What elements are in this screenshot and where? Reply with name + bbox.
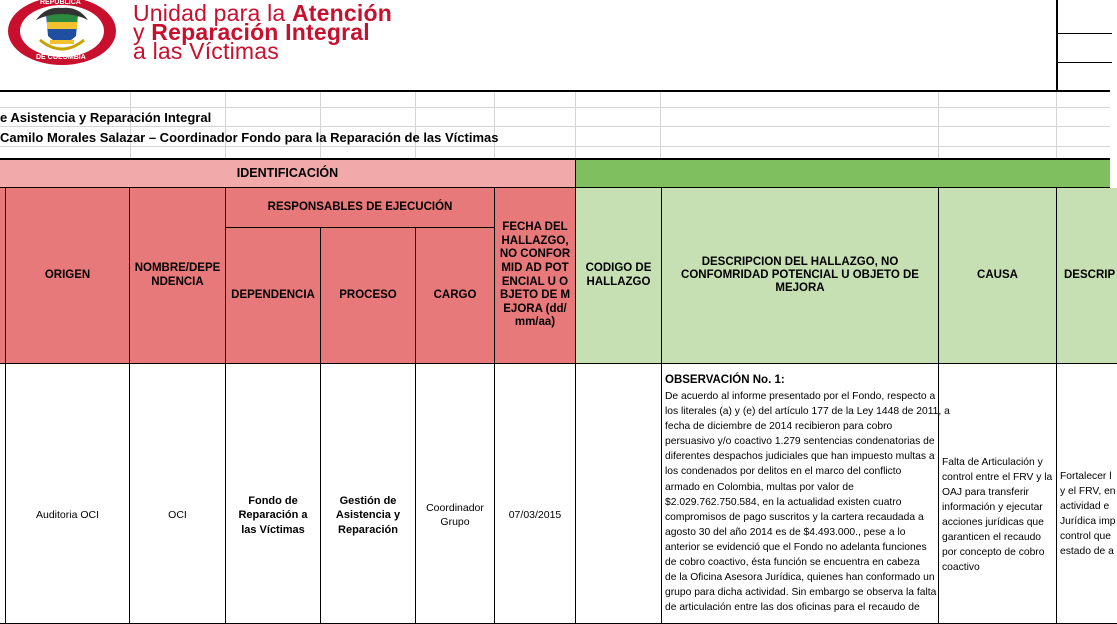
causa-line: OAJ para transferir <box>942 487 1029 498</box>
header-right-line-2 <box>1058 62 1112 63</box>
col-proceso <box>321 228 416 364</box>
col-responsables-label: RESPONSABLES DE EJECUCIÓN <box>267 200 453 213</box>
descripcion-line: armado en Colombia, multas por valor de <box>665 481 854 493</box>
causa-line: garanticen el recaudo <box>942 532 1042 543</box>
col-codigo-label: CODIGO DE HALLAZGO <box>585 262 652 288</box>
descripcion-line: diferentes despachos judiciales que han impuesto multas a <box>665 451 935 463</box>
col-causa-label: CAUSA <box>977 268 1018 281</box>
cell-cargo[interactable] <box>416 364 495 624</box>
col-fecha-label: FECHA DEL HALLAZGO, NO CONFORMID AD POTENCIAL U OBJETO DE MEJORA (dd/mm/aa) <box>499 221 571 329</box>
col-nombre-dependencia-label: NOMBRE/DEPE NDENCIA <box>134 262 221 288</box>
cell-dependencia-text: Fondo de Reparación a las Víctimas <box>238 495 308 536</box>
cell-fecha-text: 07/03/2015 <box>508 508 562 521</box>
cell-proceso[interactable] <box>321 364 416 624</box>
cell-proceso-text: Gestión de Asistencia y Reparación <box>335 495 401 536</box>
descripcion-line: De acuerdo al informe presentado por el Fondo, respecto a <box>665 390 936 402</box>
section-identificacion <box>0 158 576 188</box>
causa-line: control entre el FRV y la <box>942 472 1053 483</box>
col-responsables <box>226 188 495 228</box>
col-nombre-dependencia <box>130 188 226 364</box>
descripcion-line: agosto 30 del año 2014 es de $4.493.000., pese a lo <box>665 526 906 538</box>
descripcion-text <box>665 389 950 615</box>
col-codigo <box>576 188 662 364</box>
causa-line: acciones jurídicas que <box>942 517 1044 528</box>
seal-bottom-text: DE COLOMBIA <box>36 54 86 61</box>
col-proceso-label: PROCESO <box>339 288 397 301</box>
descripcion-line: los literales (a) y (e) del artículo 177 de la Ley 1448 de 2011, a <box>665 406 950 418</box>
header-right-line-1 <box>1058 33 1112 34</box>
header-banner <box>0 0 1110 92</box>
causa-text <box>942 455 1056 575</box>
col-fecha <box>495 188 576 364</box>
cell-origen-text: Auditoria OCI <box>35 508 100 521</box>
seal-top-text: REPÚBLICA <box>40 0 81 6</box>
col-descrip-cut <box>1057 188 1117 364</box>
col-descripcion-label: DESCRIPCION DEL HALLAZGO, NO CONFOMRIDAD POTENCIAL U OBJETO DE MEJORA <box>681 255 919 295</box>
descrip-cut-line: control que <box>1060 531 1111 542</box>
brand-line-3: a las Víctimas <box>133 38 279 64</box>
descrip-cut-line: Jurídica imp <box>1060 516 1116 527</box>
descripcion-line: fecha de diciembre de 2014 recibieron para cobro <box>665 421 893 433</box>
descrip-cut-line: Fortalecer l <box>1060 471 1112 482</box>
info-row-1: e Asistencia y Reparación Integral <box>0 110 212 125</box>
info-row-2: Camilo Morales Salazar – Coordinador Fondo para la Reparación de las Víctimas <box>0 130 499 145</box>
causa-line: coactivo <box>942 562 980 573</box>
descripcion-line: de la Oficina Asesora Jurídica, quienes han conformado un <box>665 572 935 584</box>
cell-descripcion[interactable] <box>662 364 950 624</box>
header-right-box <box>1056 0 1110 92</box>
cell-dependencia[interactable] <box>226 364 321 624</box>
descripcion-line: persuasivo y/o coactivo 1.279 sentencias condenatorias de <box>665 436 935 448</box>
col-origen-label: ORIGEN <box>44 268 91 281</box>
causa-line: por concepto de cobro <box>942 547 1045 558</box>
section-identificacion-label: IDENTIFICACIÓN <box>236 166 339 181</box>
cell-nombre-text: OCI <box>168 508 187 521</box>
col-dependencia <box>226 228 321 364</box>
descripcion-line: los condenados por delitos en el marco del conflicto <box>665 466 902 478</box>
cell-cargo-text: Coordinador Grupo <box>426 501 484 528</box>
brand-line-2-bold: Reparación Integral <box>151 19 370 45</box>
descrip-cut-text <box>1060 469 1117 559</box>
descripcion-line: compromisos de pago suscritos y la cartera recaudada a <box>665 511 924 523</box>
descripcion-line: anterior se evidenció que el Fondo no adelanta funciones <box>665 541 927 553</box>
section-green <box>576 158 1110 188</box>
col-cargo-label: CARGO <box>433 288 477 301</box>
descripcion-line: de cobro coactivo, ésta función se encuentra en cabeza <box>665 556 920 568</box>
descrip-cut-line: estado de a <box>1060 546 1114 557</box>
cell-causa[interactable] <box>939 364 1057 624</box>
col-causa <box>939 188 1057 364</box>
cell-fecha[interactable] <box>495 364 576 624</box>
causa-line: Falta de Articulación y <box>942 457 1043 468</box>
brand-line-1-light: Unidad para la <box>133 0 292 26</box>
col-cargo <box>416 228 495 364</box>
cell-codigo[interactable] <box>576 364 662 624</box>
col-dependencia-label: DEPENDENCIA <box>231 288 315 301</box>
descrip-cut-line: y el FRV, en <box>1060 486 1116 497</box>
cell-origen[interactable] <box>6 364 130 624</box>
obs-title: OBSERVACIÓN No. 1: <box>665 374 785 386</box>
col-descripcion <box>662 188 939 364</box>
descripcion-line: grupo para dicha actividad. Sin embargo se observa la falta <box>665 587 937 599</box>
col-descrip-cut-label: DESCRIP <box>1064 268 1116 281</box>
cell-descrip-cut[interactable] <box>1057 364 1117 624</box>
cell-nombre[interactable] <box>130 364 226 624</box>
descripcion-line: $2.029.762.750.584, en la actualidad existen cuatro <box>665 496 902 508</box>
brand-line-2-light: y <box>133 19 152 45</box>
col-origen <box>6 188 130 364</box>
causa-line: información y ejecutar <box>942 502 1043 513</box>
descrip-cut-line: actividad e <box>1060 501 1110 512</box>
descripcion-line: de articulación entre las dos oficinas para el recaudo de <box>665 602 920 614</box>
brand-line-1-bold: Atención <box>292 0 392 26</box>
